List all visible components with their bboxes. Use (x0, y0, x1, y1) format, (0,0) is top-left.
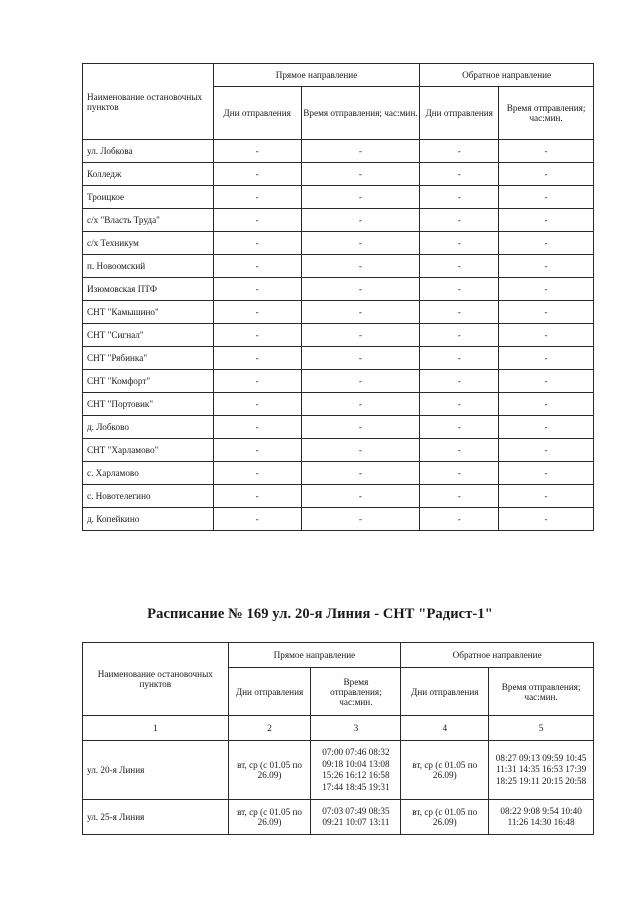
table-row (83, 462, 594, 485)
schedule-table-169 (82, 642, 594, 835)
empty-cell: - (499, 324, 594, 347)
header-time-back: Время отправления; час:мин. (489, 668, 594, 716)
table-row (83, 301, 594, 324)
empty-cell: - (499, 416, 594, 439)
empty-cell: - (213, 140, 301, 163)
empty-cell: - (499, 301, 594, 324)
stop-name: ул. 20-я Линия (83, 741, 229, 800)
table-row (83, 393, 594, 416)
empty-cell: - (301, 232, 420, 255)
empty-cell: - (499, 370, 594, 393)
empty-cell: - (499, 209, 594, 232)
empty-cell: - (420, 163, 499, 186)
empty-cell: - (420, 485, 499, 508)
empty-cell: - (499, 462, 594, 485)
table-row (83, 163, 594, 186)
empty-cell: - (213, 301, 301, 324)
stop-name: СНТ "Харламово" (83, 439, 214, 462)
header-days-back: Дни отправления (401, 668, 489, 716)
empty-cell: - (420, 186, 499, 209)
column-number: 2 (228, 716, 311, 741)
empty-cell: - (301, 416, 420, 439)
header-days: Дни отправления (213, 87, 301, 140)
empty-cell: - (213, 370, 301, 393)
empty-cell: - (301, 255, 420, 278)
empty-cell: - (420, 324, 499, 347)
table-row (83, 209, 594, 232)
table-row (83, 508, 594, 531)
departure-times: 07:00 07:46 08:32 09:18 10:04 13:08 15:26 16:12 16:58 17:44 18:45 19:31 (311, 741, 401, 800)
header-backward: Обратное направление (401, 643, 594, 668)
empty-cell: - (213, 439, 301, 462)
empty-cell: - (301, 324, 420, 347)
departure-days-back: вт, ср (с 01.05 по 26.09) (401, 800, 489, 835)
empty-cell: - (213, 209, 301, 232)
departure-days: вт, ср (с 01.05 по 26.09) (228, 741, 311, 800)
stop-name: д. Лобково (83, 416, 214, 439)
empty-cell: - (499, 439, 594, 462)
empty-cell: - (420, 232, 499, 255)
empty-cell: - (213, 324, 301, 347)
header-backward: Обратное направление (420, 64, 594, 87)
empty-cell: - (301, 186, 420, 209)
empty-cell: - (301, 508, 420, 531)
stop-name: с/х Техникум (83, 232, 214, 255)
empty-cell: - (301, 347, 420, 370)
empty-cell: - (499, 186, 594, 209)
stops-table-1 (82, 63, 594, 531)
column-number: 5 (489, 716, 594, 741)
empty-cell: - (420, 301, 499, 324)
stop-name: п. Новоомский (83, 255, 214, 278)
empty-cell: - (499, 347, 594, 370)
empty-cell: - (420, 255, 499, 278)
header-stops: Наименование остановочных пунктов (83, 643, 229, 716)
empty-cell: - (301, 209, 420, 232)
empty-cell: - (499, 232, 594, 255)
stop-name: с/х "Власть Труда" (83, 209, 214, 232)
header-time: Время отправления; час:мин. (301, 87, 420, 140)
empty-cell: - (499, 255, 594, 278)
stop-name: СНТ "Рябинка" (83, 347, 214, 370)
column-number: 1 (83, 716, 229, 741)
departure-times-back: 08:22 9:08 9:54 10:40 11:26 14:30 16:48 (489, 800, 594, 835)
empty-cell: - (499, 278, 594, 301)
stop-name: Изюмовская ПТФ (83, 278, 214, 301)
empty-cell: - (301, 393, 420, 416)
empty-cell: - (420, 462, 499, 485)
empty-cell: - (213, 232, 301, 255)
empty-cell: - (213, 416, 301, 439)
stop-name: СНТ "Комфорт" (83, 370, 214, 393)
table-row (83, 232, 594, 255)
empty-cell: - (420, 347, 499, 370)
departure-times-back: 08:27 09:13 09:59 10:45 11:31 14:35 16:53 17:39 18:25 19:11 20:15 20:58 (489, 741, 594, 800)
empty-cell: - (301, 278, 420, 301)
table-row (83, 140, 594, 163)
empty-cell: - (301, 439, 420, 462)
stop-name: СНТ "Сигнал" (83, 324, 214, 347)
table-row (83, 186, 594, 209)
header-stops: Наименование остановочных пунктов (83, 64, 214, 140)
table-row (83, 439, 594, 462)
table-row (83, 347, 594, 370)
schedule-title: Расписание № 169 ул. 20-я Линия - СНТ "Радист-1" (147, 606, 493, 622)
header-forward: Прямое направление (228, 643, 401, 668)
empty-cell: - (301, 370, 420, 393)
table-row (83, 416, 594, 439)
stop-name: с. Новотелегино (83, 485, 214, 508)
empty-cell: - (420, 508, 499, 531)
empty-cell: - (213, 347, 301, 370)
empty-cell: - (213, 278, 301, 301)
stop-name: ул. 25-я Линия (83, 800, 229, 835)
table-row (83, 278, 594, 301)
empty-cell: - (213, 508, 301, 531)
stop-name: с. Харламово (83, 462, 214, 485)
stop-name: СНТ "Камышино" (83, 301, 214, 324)
empty-cell: - (301, 140, 420, 163)
column-number: 4 (401, 716, 489, 741)
empty-cell: - (499, 140, 594, 163)
departure-days: вт, ср (с 01.05 по 26.09) (228, 800, 311, 835)
header-days: Дни отправления (228, 668, 311, 716)
header-time-back: Время отправления; час:мин. (499, 87, 594, 140)
empty-cell: - (420, 209, 499, 232)
stops-table-1-body (83, 140, 594, 531)
empty-cell: - (499, 393, 594, 416)
empty-cell: - (301, 462, 420, 485)
empty-cell: - (213, 462, 301, 485)
table-row (83, 485, 594, 508)
header-forward: Прямое направление (213, 64, 420, 87)
empty-cell: - (301, 485, 420, 508)
header-time: Время отправления; час:мин. (311, 668, 401, 716)
stop-name: ул. Лобкова (83, 140, 214, 163)
empty-cell: - (499, 485, 594, 508)
departure-days-back: вт, ср (с 01.05 по 26.09) (401, 741, 489, 800)
stop-name: Троицкое (83, 186, 214, 209)
empty-cell: - (420, 278, 499, 301)
empty-cell: - (420, 416, 499, 439)
empty-cell: - (420, 393, 499, 416)
stop-name: СНТ "Портовик" (83, 393, 214, 416)
empty-cell: - (420, 439, 499, 462)
stop-name: д. Копейкино (83, 508, 214, 531)
stop-name: Колледж (83, 163, 214, 186)
table-row (83, 370, 594, 393)
table-row (83, 324, 594, 347)
empty-cell: - (301, 163, 420, 186)
empty-cell: - (420, 140, 499, 163)
empty-cell: - (213, 163, 301, 186)
departure-times: 07:03 07:49 08:35 09:21 10:07 13:11 (311, 800, 401, 835)
empty-cell: - (499, 508, 594, 531)
empty-cell: - (420, 370, 499, 393)
empty-cell: - (213, 255, 301, 278)
empty-cell: - (301, 301, 420, 324)
header-days-back: Дни отправления (420, 87, 499, 140)
empty-cell: - (213, 393, 301, 416)
empty-cell: - (499, 163, 594, 186)
empty-cell: - (213, 186, 301, 209)
column-number: 3 (311, 716, 401, 741)
table-row (83, 255, 594, 278)
empty-cell: - (213, 485, 301, 508)
